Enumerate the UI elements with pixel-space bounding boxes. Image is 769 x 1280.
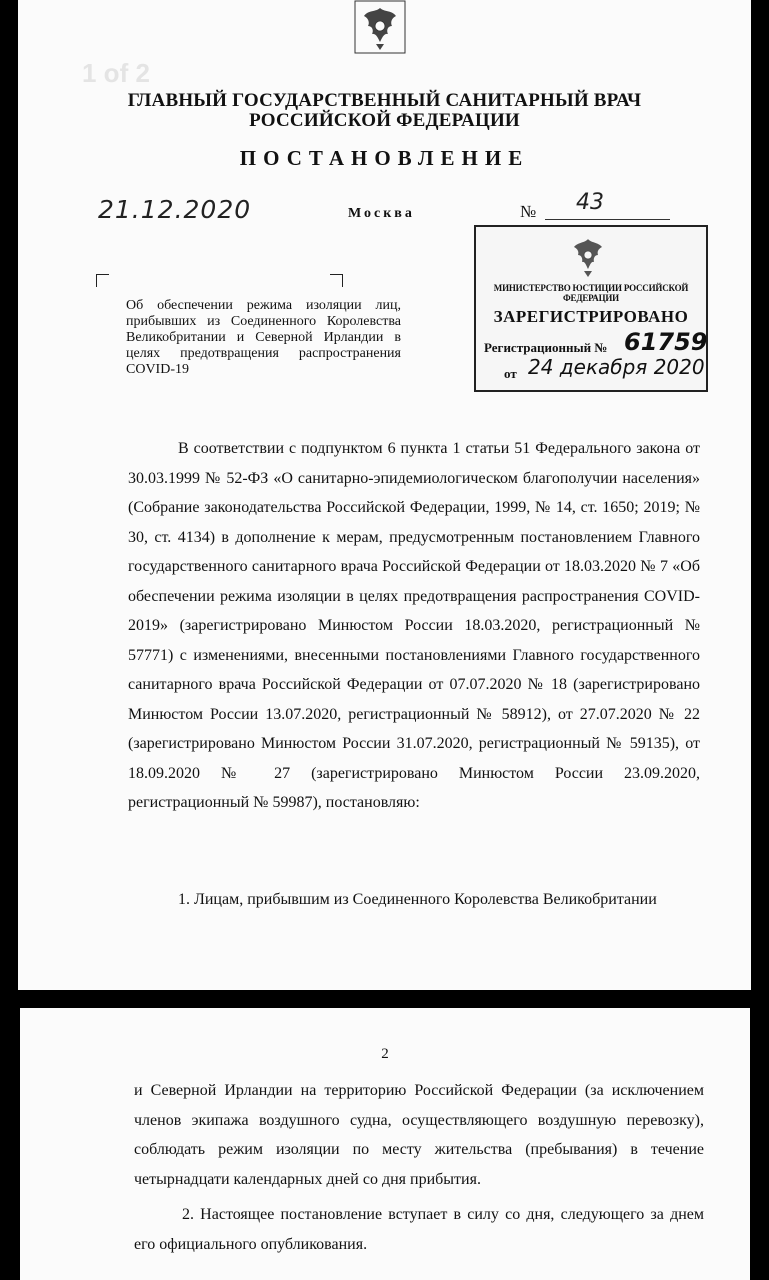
double-headed-eagle-icon (354, 0, 406, 54)
document-city: Москва (348, 206, 415, 221)
subject-bracket-right (330, 274, 343, 287)
stamp-registered: ЗАРЕГИСТРИРОВАНО (493, 307, 689, 326)
document-subject: Об обеспечении режима изоляции лиц, прибывших из Соединенного Королевства Великобритании и Северной Ирландии в целях предотвращения распространения COVID-19 (126, 298, 401, 377)
stamp-reg-label: Регистрационный № (484, 340, 608, 355)
authority-line-1: ГЛАВНЫЙ ГОСУДАРСТВЕННЫЙ САНИТАРНЫЙ ВРАЧ (127, 90, 642, 111)
document-page-1 (18, 0, 751, 990)
registration-stamp (474, 225, 708, 392)
subject-bracket-left (96, 274, 109, 287)
number-sign: № (520, 202, 537, 221)
preamble-paragraph: В соответствии с подпунктом 6 пункта 1 статьи 51 Федерального закона от 30.03.1999 № 52-ФЗ «О санитарно-эпидемиологическом благополучии населения» (Собрание законодательства Российской Федерации, 1999, № 14, ст. 1650; 2019; № 30, ст. 4134) в дополнение к мерам, предусмотренным постановлением Главного государственного санитарного врача Российской Федерации от 18.03.2020 № 7 «Об обеспечении режима изоляции в целях предотвращения распространения COVID-2019» (зарегистрировано Минюстом России 18.03.2020, регистрационный № 57771) с изменениями, внесенными постановлениями Главного государственного санитарного врача Российской Федерации от 07.07.2020 № 18 (зарегистрировано Минюстом России 13.07.2020, регистрационный № 58912), от 27.07.2020 № 22 (зарегистрировано Минюстом России 31.07.2020, регистрационный № 59135), от 18.09.2020 № 27 (зарегистрировано Минюстом России 23.09.2020, регистрационный № 59987), постановляю: (128, 440, 700, 811)
authority-line-2: РОССИЙСКОЙ ФЕДЕРАЦИИ (249, 110, 520, 131)
document-page-2 (20, 1008, 750, 1280)
page-number: 2 (381, 1046, 389, 1062)
document-type: ПОСТАНОВЛЕНИЕ (239, 146, 530, 170)
number-underline (545, 219, 670, 220)
clause-1-continuation: и Северной Ирландии на территорию Российской Федерации (за исключением членов экипажа воздушного судна, осуществляющего воздушную перевозку), соблюдать режим изоляции по месту жительства (пребывания) в течение четырнадцати календарных дней со дня прибытия. (134, 1082, 704, 1188)
document-number: 43 (576, 190, 604, 215)
stamp-reg-number: 61759 (624, 328, 708, 356)
clause-1-start: 1. Лицам, прибывшим из Соединенного Королевства Великобритании (178, 891, 657, 908)
stamp-eagle-icon (568, 235, 608, 279)
document-date: 21.12.2020 (98, 195, 252, 224)
page-indicator: 1 of 2 (82, 58, 150, 88)
stamp-date: 24 декабря 2020 (528, 355, 705, 379)
clause-2: 2. Настоящее постановление вступает в силу со дня, следующего за днем его официального опубликования. (134, 1206, 704, 1253)
stamp-date-prefix: от (504, 366, 517, 381)
stamp-ministry: МИНИСТЕРСТВО ЮСТИЦИИ РОССИЙСКОЙ ФЕДЕРАЦИИ (493, 283, 689, 303)
